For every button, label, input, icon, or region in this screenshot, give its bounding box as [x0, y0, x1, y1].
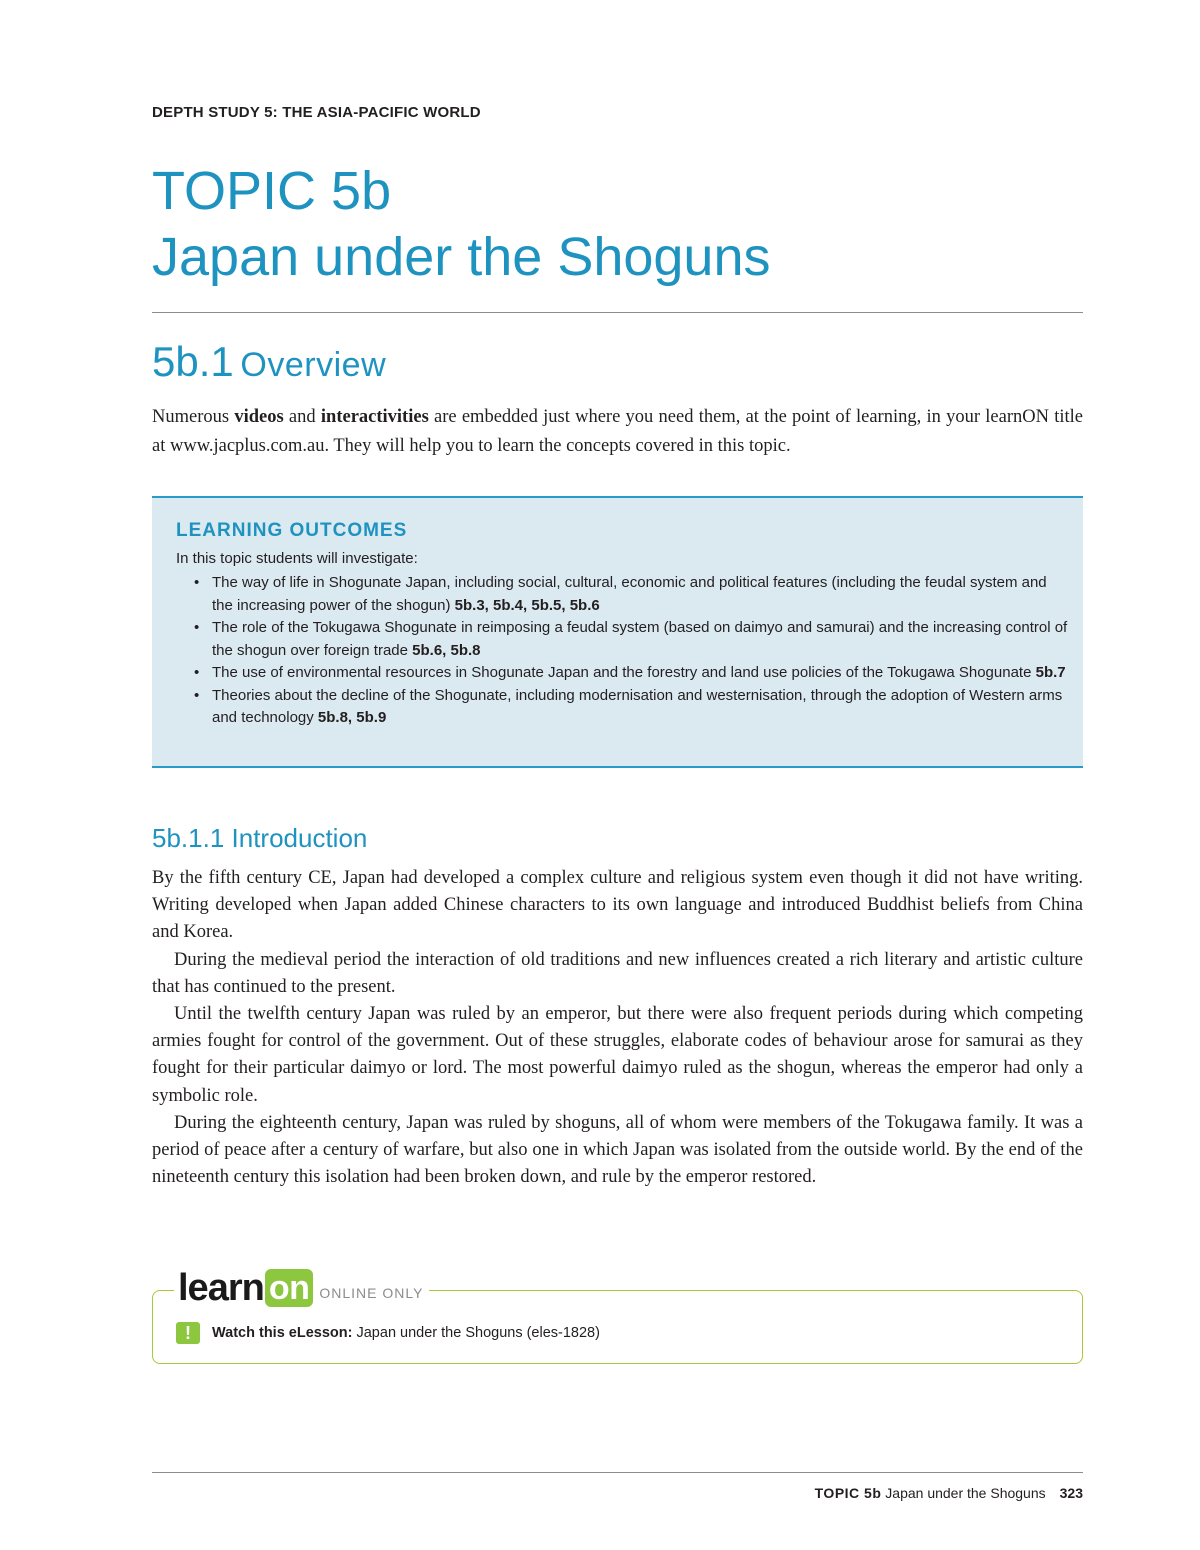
- topic-number: TOPIC 5b: [152, 161, 392, 221]
- learning-outcomes-intro: In this topic students will investigate:: [176, 550, 418, 567]
- outcome-refs: 5b.3, 5b.4, 5b.5, 5b.6: [454, 596, 600, 614]
- topic-title: [152, 158, 771, 290]
- learning-outcomes-box: [152, 496, 1083, 768]
- introduction-heading: 5b.1.1 Introduction: [152, 823, 368, 853]
- intro-paragraph: By the fifth century CE, Japan had developed a complex culture and religious system even though it did not have writing. Writing developed when Japan added Chinese characters to its own language and introduced Buddhist beliefs from China and Korea.: [152, 868, 1083, 943]
- introduction-body: [152, 865, 1083, 1191]
- intro-paragraph: During the eighteenth century, Japan was ruled by shoguns, all of whom were members of the Tokugawa family. It was a period of peace after a century of warfare, but also one in which Japan was isolated from the outside world. By the end of the nineteenth century this isolation had been broken down, and rule by the emperor restored.: [152, 1112, 1083, 1188]
- overview-text-1: Numerous: [152, 407, 235, 427]
- outcome-refs: 5b.6, 5b.8: [412, 641, 481, 659]
- learning-outcomes-title: LEARNING OUTCOMES: [176, 520, 408, 541]
- overview-heading: [152, 338, 386, 386]
- footer-title: Japan under the Shoguns: [881, 1485, 1046, 1501]
- learning-outcomes-list: [188, 572, 1068, 730]
- elesson-title[interactable]: Japan under the Shoguns (eles-1828): [352, 1325, 600, 1341]
- page-footer: [815, 1485, 1083, 1501]
- title-divider: [152, 312, 1083, 313]
- learnon-logo: [174, 1266, 429, 1310]
- outcome-refs: 5b.8, 5b.9: [317, 709, 387, 726]
- footer-divider: [152, 1472, 1083, 1473]
- topic-name: Japan under the Shoguns: [152, 227, 771, 287]
- learning-outcome-item: • The use of environmental resources in Shogunate Japan and the forestry and land use policies of the Tokugawa Shogunate 5b.7: [188, 662, 1068, 685]
- elesson-link[interactable]: [212, 1325, 600, 1341]
- intro-paragraph: During the medieval period the interaction of old traditions and new influences created a rich literary and artistic culture that has continued to the present.: [152, 949, 1083, 997]
- overview-paragraph: [152, 403, 1083, 461]
- logo-on-badge: on: [265, 1269, 314, 1307]
- online-only-label: ONLINE ONLY: [319, 1285, 424, 1301]
- footer-topic: TOPIC 5b: [814, 1485, 882, 1501]
- overview-bold-videos: videos: [234, 407, 284, 427]
- overview-bold-interactivities: interactivities: [320, 407, 429, 427]
- learning-outcome-item: • The role of the Tokugawa Shogunate in reimposing a feudal system (based on daimyo and samurai) and the increasing control of the shogun over foreign trade 5b.6, 5b.8: [188, 617, 1068, 662]
- learning-outcome-item: • Theories about the decline of the Shogunate, including modernisation and westernisation, through the adoption of Western arms and technology 5b.8, 5b.9: [188, 685, 1068, 730]
- depth-study-label: DEPTH STUDY 5: THE ASIA-PACIFIC WORLD: [152, 104, 481, 121]
- overview-title: Overview: [240, 346, 387, 384]
- outcome-refs: 5b.7: [1035, 664, 1066, 681]
- overview-number: 5b.1: [152, 338, 234, 385]
- overview-text-3: are embedded just where you need them, at the point of learning, in your learnON title at www.jacplus.com.au. They will help you to learn the concepts covered in this topic.: [152, 407, 1083, 456]
- overview-text-2: and: [283, 407, 321, 427]
- logo-learn-text: learn: [178, 1267, 264, 1309]
- elesson-label: Watch this eLesson:: [212, 1325, 353, 1341]
- elesson-icon[interactable]: !: [176, 1322, 200, 1344]
- intro-paragraph: Until the twelfth century Japan was ruled by an emperor, but there were also frequent periods during which competing armies fought for control of the government. Out of these struggles, elaborate codes of behaviour arose for samurai as they fought for their particular daimyo or lord. The most powerful daimyo ruled as the shogun, whereas the emperor had only a symbolic role.: [152, 1004, 1083, 1106]
- page-number: 323: [1059, 1485, 1083, 1501]
- learning-outcome-item: • The way of life in Shogunate Japan, including social, cultural, economic and political features (including the feudal system and the increasing power of the shogun) 5b.3, 5b.4, 5b.5, 5b.6: [188, 572, 1068, 617]
